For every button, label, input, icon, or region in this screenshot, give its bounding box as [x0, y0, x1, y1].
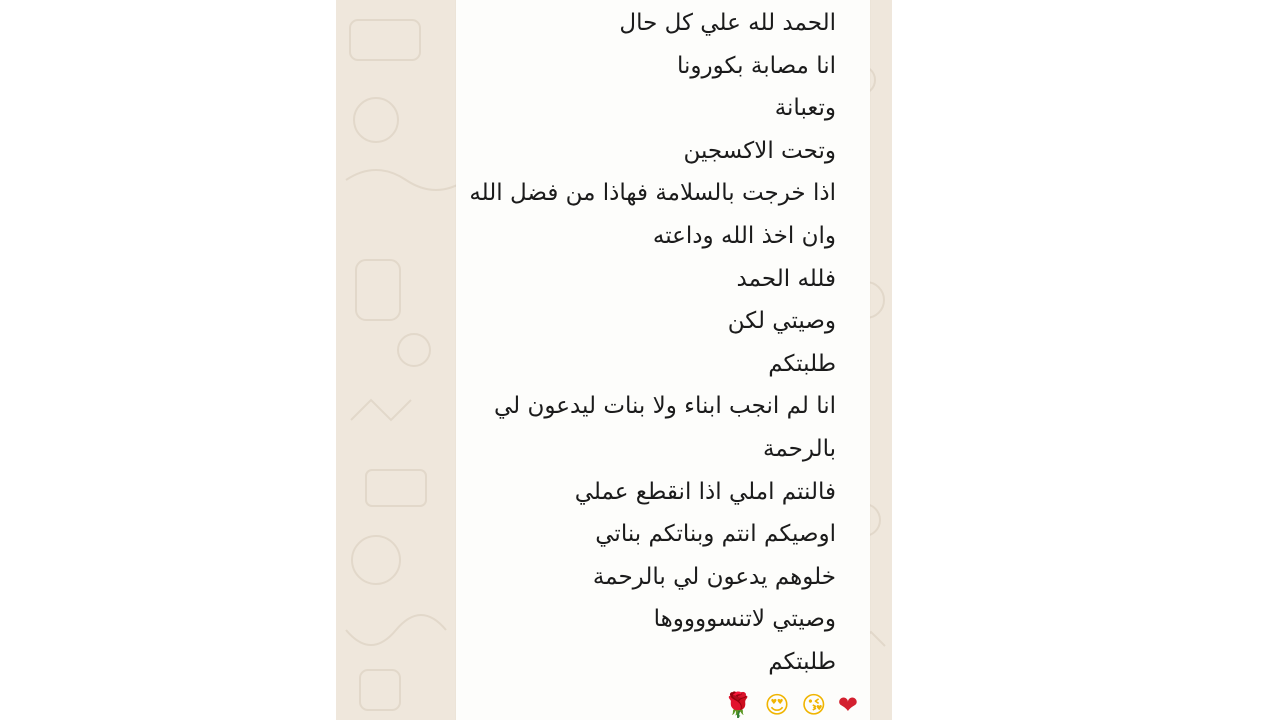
message-line: بالرحمة	[763, 435, 836, 462]
message-line: وصيتي لاتنسووووها	[653, 606, 836, 633]
message-bubble[interactable]	[456, 0, 870, 720]
message-line: فالنتم املي اذا انقطع عملي	[574, 478, 836, 505]
message-line: فلله الحمد	[736, 265, 836, 292]
message-line: الحمد لله علي كل حال	[619, 10, 836, 36]
rose-emoji-icon: 🌹	[723, 691, 753, 719]
emoji-row	[719, 690, 858, 720]
message-line: وتعبانة	[774, 95, 836, 122]
chat-panel[interactable]	[336, 0, 892, 720]
message-line: وان اخذ الله وداعته	[652, 222, 836, 249]
heart-emoji-icon: ❤	[837, 691, 858, 719]
message-line: اذا خرجت بالسلامة فهاذا من فضل الله	[469, 180, 836, 207]
message-text	[469, 0, 836, 684]
heart-eyes-emoji-icon: 😍	[764, 691, 790, 719]
message-line: اوصيكم انتم وبناتكم بناتي	[595, 521, 836, 548]
message-line: طلبتكم	[768, 350, 836, 377]
kissing-face-emoji-icon: 😘	[801, 691, 827, 719]
message-line: وصيتي لكن	[727, 308, 836, 335]
message-line-cut	[469, 0, 836, 2]
message-line: انا لم انجب ابناء ولا بنات ليدعون لي	[494, 393, 836, 420]
message-line: وتحت الاكسجين	[683, 137, 836, 164]
message-line: خلوهم يدعون لي بالرحمة	[592, 563, 836, 590]
message-line: طلبتكم	[768, 648, 836, 675]
message-line: انا مصابة بكورونا	[676, 52, 836, 79]
